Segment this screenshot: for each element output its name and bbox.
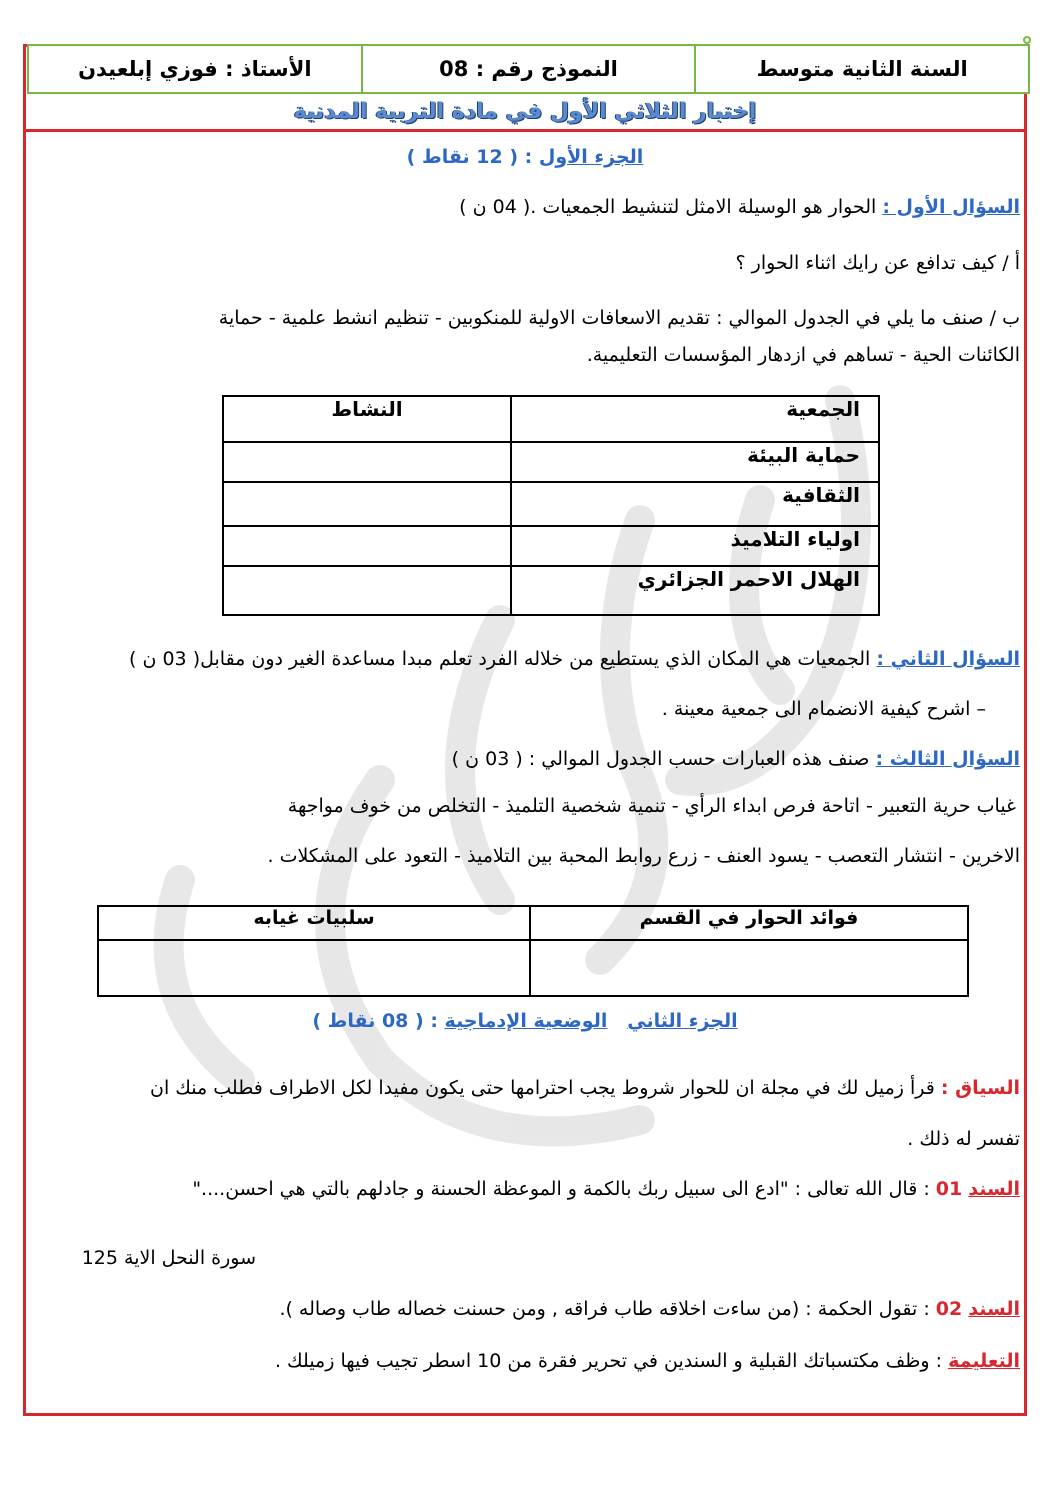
table-row-activity-cell (223, 482, 511, 526)
table-row-association: الثقافية (511, 482, 879, 526)
header-model: النموذج رقم : 08 (363, 46, 697, 92)
header-table (27, 44, 1030, 94)
table-header-activity: النشاط (223, 396, 511, 442)
q2-text: الجمعيات هي المكان الذي يستطيع من خلاله الفرد تعلم مبدا مساعدة الغير دون مقابل( 03 ن ) (129, 648, 871, 670)
q1-text: الحوار هو الوسيلة الامثل لتنشيط الجمعيات .( 04 ن ) (459, 196, 877, 218)
q3-line1: غياب حرية التعبير - اتاحة فرص ابداء الرأي - تنمية شخصية التلميذ - التخلص من خوف مواجهة (287, 795, 1016, 817)
q1-label: السؤال الأول : (882, 196, 1020, 218)
header-teacher: الأستاذ : فوزي إبلعيدن (29, 46, 363, 92)
q2-item: – اشرح كيفية الانضمام الى جمعية معينة . (661, 698, 986, 720)
instruction-line (275, 1346, 1020, 1376)
instruction-label: التعليمة (948, 1350, 1020, 1372)
table-header-benefits: فوائد الحوار في القسم (530, 906, 968, 940)
table-row-association: الهلال الاحمر الجزائري (511, 566, 879, 615)
q3-text: صنف هذه العبارات حسب الجدول الموالي : ( 03 ن ) (451, 748, 870, 770)
doc1-number: 01 (935, 1178, 963, 1200)
instruction-text: : وظف مكتسباتك القبلية و السندين في تحرير فقرة من 10 اسطر تجيب فيها زميلك . (274, 1350, 943, 1372)
table-row-association: اولياء التلاميذ (511, 526, 879, 566)
doc1-line (192, 1174, 1020, 1204)
associations-table (222, 395, 880, 616)
q2-line (129, 644, 1020, 674)
q3-line (452, 744, 1020, 774)
table-header-association: الجمعية (511, 396, 879, 442)
exam-title: إختبار الثلاثي الأول في مادة التربية المدنية (23, 94, 1027, 132)
context-text: قرأ زميل لك في مجلة ان للحوار شروط يجب احترامها حتى يكون مفيدا لكل الاطراف فطلب منك ان (150, 1077, 935, 1099)
table-row-activity-cell (223, 526, 511, 566)
doc1-label: السند (968, 1178, 1020, 1200)
doc2-number: 02 (935, 1298, 963, 1320)
part1-points: : ( 12 نقاط ) (406, 146, 533, 168)
table-cell-negatives (98, 940, 530, 996)
part2-heading (23, 1010, 1027, 1032)
doc1-source: سورة النحل الاية 125 (81, 1247, 256, 1269)
table-row-association: حماية البيئة (511, 442, 879, 482)
dialogue-table (97, 905, 969, 997)
part2-sub: الوضعية الإدماجية (444, 1010, 608, 1032)
context-line1 (150, 1073, 1020, 1103)
context-line2: تفسر له ذلك . (907, 1128, 1020, 1150)
header-level: السنة الثانية متوسط (756, 57, 968, 81)
doc1-text: : قال الله تعالى : "ادع الى سبيل ربك بالكمة و الموعظة الحسنة و جادلهم بالتي هي احسن...." (192, 1178, 930, 1200)
table-row-activity-cell (223, 566, 511, 615)
doc2-label: السند (968, 1298, 1020, 1320)
q1-line (459, 192, 1020, 222)
part1-label: الجزء الأول (538, 146, 644, 168)
q1-b-line2: الكائنات الحية - تساهم في ازدهار المؤسسات التعليمية. (586, 344, 1020, 366)
q2-label: السؤال الثاني : (876, 648, 1020, 670)
q1-b-line1: ب / صنف ما يلي في الجدول الموالي : تقديم الاسعافات الاولية للمنكوبين - تنظيم انشط علمية - حماية (218, 307, 1020, 329)
part2-points: : ( 08 نقاط ) (312, 1010, 438, 1032)
table-cell-benefits (530, 940, 968, 996)
q3-line2: الاخرين - انتشار التعصب - يسود العنف - زرع روابط المحبة بين التلاميذ - التعود على المشكلات . (267, 845, 1020, 867)
table-header-negatives: سلبيات غيابه (98, 906, 530, 940)
leaf-icon (1023, 36, 1031, 44)
table-row-activity-cell (223, 442, 511, 482)
q3-label: السؤال الثالث : (875, 748, 1020, 770)
doc2-line (279, 1294, 1020, 1324)
part1-heading (23, 146, 1027, 168)
q1-a: أ / كيف تدافع عن رايك اثناء الحوار ؟ (735, 252, 1020, 274)
doc2-text: : تقول الحكمة : (من ساءت اخلاقه طاب فراقه , ومن حسنت خصاله طاب وصاله ). (279, 1298, 930, 1320)
context-label: السياق : (940, 1077, 1020, 1099)
part2-label: الجزء الثاني (627, 1010, 738, 1032)
